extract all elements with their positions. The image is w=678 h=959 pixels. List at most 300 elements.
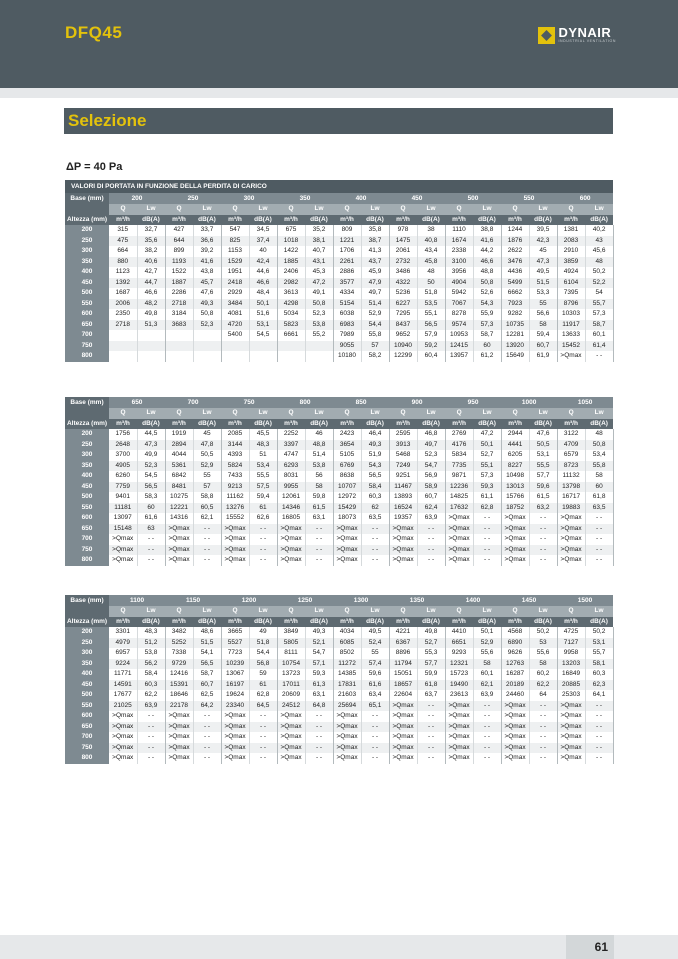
- q-cell: 315: [109, 225, 137, 236]
- lw-cell: 54,7: [305, 648, 333, 659]
- q-cell: 12972: [333, 492, 361, 503]
- q-cell: 8638: [333, 471, 361, 482]
- lw-cell: 47,9: [361, 278, 389, 289]
- flow-table-1: [65, 180, 614, 362]
- q-header: Q: [277, 204, 305, 215]
- q-cell: >Qmax: [445, 711, 473, 722]
- lw-cell: - -: [249, 534, 277, 545]
- table-row: [65, 450, 613, 461]
- lw-cell: 51,3: [137, 320, 165, 331]
- q-cell: 1123: [109, 267, 137, 278]
- q-cell: 675: [277, 225, 305, 236]
- q-cell: >Qmax: [277, 743, 305, 754]
- q-cell: 8896: [389, 648, 417, 659]
- lw-cell: 45: [193, 429, 221, 440]
- lw-cell: 52,9: [473, 638, 501, 649]
- base-value: 1350: [389, 595, 445, 606]
- base-value: 350: [277, 193, 333, 204]
- lw-cell: [137, 341, 165, 352]
- lw-cell: 53,1: [529, 450, 557, 461]
- q-cell: 6662: [501, 288, 529, 299]
- lw-cell: 60,3: [361, 492, 389, 503]
- lw-cell: 46,4: [361, 429, 389, 440]
- lw-cell: 63,9: [473, 690, 501, 701]
- lw-cell: 41,6: [193, 257, 221, 268]
- lw-cell: 61,3: [305, 680, 333, 691]
- q-cell: 12061: [277, 492, 305, 503]
- lw-cell: [305, 351, 333, 362]
- q-cell: >Qmax: [333, 722, 361, 733]
- q-cell: 2886: [333, 267, 361, 278]
- q-cell: >Qmax: [109, 732, 137, 743]
- q-cell: >Qmax: [557, 513, 585, 524]
- lw-cell: - -: [305, 545, 333, 556]
- q-cell: >Qmax: [165, 732, 193, 743]
- table-row: [65, 722, 613, 733]
- lw-header: Lw: [249, 408, 277, 419]
- lw-cell: 61,5: [305, 503, 333, 514]
- lw-cell: 62,8: [249, 690, 277, 701]
- lw-cell: 61,6: [137, 513, 165, 524]
- q-cell: 2423: [333, 429, 361, 440]
- row-height: 200: [65, 429, 109, 440]
- lw-cell: - -: [473, 753, 501, 764]
- lw-cell: 52,7: [417, 638, 445, 649]
- lw-unit: dB(A): [249, 617, 277, 628]
- lw-cell: 58,7: [473, 330, 501, 341]
- q-cell: 5468: [389, 450, 417, 461]
- lw-cell: 55: [361, 648, 389, 659]
- lw-cell: 55,8: [585, 461, 613, 472]
- lw-unit: dB(A): [473, 617, 501, 628]
- lw-cell: 54,7: [417, 461, 445, 472]
- q-unit: m³/h: [445, 617, 473, 628]
- q-cell: >Qmax: [333, 524, 361, 535]
- lw-cell: 59,2: [417, 341, 445, 352]
- q-cell: 20609: [277, 690, 305, 701]
- q-cell: 3486: [389, 267, 417, 278]
- lw-cell: 54,3: [473, 299, 501, 310]
- lw-cell: 60,3: [585, 669, 613, 680]
- q-cell: 2085: [221, 429, 249, 440]
- q-unit: m³/h: [109, 215, 137, 226]
- q-cell: >Qmax: [501, 524, 529, 535]
- lw-cell: 65,1: [361, 701, 389, 712]
- row-height: 500: [65, 690, 109, 701]
- q-cell: >Qmax: [221, 524, 249, 535]
- q-cell: 9574: [445, 320, 473, 331]
- lw-cell: 60,7: [193, 680, 221, 691]
- q-cell: 4393: [221, 450, 249, 461]
- lw-cell: - -: [417, 722, 445, 733]
- q-cell: 14825: [445, 492, 473, 503]
- q-cell: >Qmax: [165, 753, 193, 764]
- lw-unit: dB(A): [361, 215, 389, 226]
- q-cell: 20189: [501, 680, 529, 691]
- lw-cell: - -: [529, 534, 557, 545]
- q-cell: >Qmax: [277, 545, 305, 556]
- lw-unit: dB(A): [473, 215, 501, 226]
- lw-cell: - -: [473, 513, 501, 524]
- lw-cell: - -: [193, 743, 221, 754]
- lw-cell: 59,8: [305, 492, 333, 503]
- q-cell: 5105: [333, 450, 361, 461]
- lw-cell: 50,8: [193, 309, 221, 320]
- lw-cell: - -: [193, 534, 221, 545]
- q-cell: 16524: [389, 503, 417, 514]
- q-cell: 18646: [165, 690, 193, 701]
- lw-cell: - -: [529, 743, 557, 754]
- q-cell: >Qmax: [501, 534, 529, 545]
- q-cell: 10754: [277, 659, 305, 670]
- lw-cell: 64: [529, 690, 557, 701]
- q-cell: 8031: [277, 471, 305, 482]
- q-cell: >Qmax: [333, 555, 361, 566]
- q-cell: 16805: [277, 513, 305, 524]
- q-cell: [165, 330, 193, 341]
- lw-cell: - -: [249, 722, 277, 733]
- q-cell: 24512: [277, 701, 305, 712]
- lw-cell: - -: [137, 753, 165, 764]
- lw-cell: 62,2: [529, 680, 557, 691]
- lw-cell: 47,6: [193, 288, 221, 299]
- lw-unit: dB(A): [585, 617, 613, 628]
- lw-cell: 40,7: [305, 246, 333, 257]
- q-cell: [277, 351, 305, 362]
- q-cell: >Qmax: [445, 732, 473, 743]
- lw-cell: 48: [585, 429, 613, 440]
- q-cell: 11917: [557, 320, 585, 331]
- lw-cell: 63,1: [305, 690, 333, 701]
- q-cell: 9055: [333, 341, 361, 352]
- q-cell: 1919: [165, 429, 193, 440]
- q-unit: m³/h: [277, 617, 305, 628]
- lw-unit: dB(A): [529, 215, 557, 226]
- q-cell: 10735: [501, 320, 529, 331]
- q-cell: 6957: [109, 648, 137, 659]
- q-cell: 6104: [557, 278, 585, 289]
- lw-cell: 60,5: [193, 503, 221, 514]
- q-cell: 6983: [333, 320, 361, 331]
- lw-cell: - -: [361, 753, 389, 764]
- lw-cell: - -: [249, 753, 277, 764]
- lw-cell: - -: [361, 545, 389, 556]
- q-cell: 17632: [445, 503, 473, 514]
- q-cell: 6293: [277, 461, 305, 472]
- q-header: Q: [557, 408, 585, 419]
- q-cell: >Qmax: [165, 555, 193, 566]
- lw-cell: 48,3: [249, 440, 277, 451]
- lw-cell: 51,6: [249, 309, 277, 320]
- q-cell: 7723: [221, 648, 249, 659]
- q-cell: 17011: [277, 680, 305, 691]
- lw-cell: - -: [585, 524, 613, 535]
- lw-cell: 58,7: [193, 669, 221, 680]
- lw-cell: 58: [473, 659, 501, 670]
- base-value: 800: [277, 397, 333, 408]
- metric-header-spacer: [65, 408, 109, 419]
- lw-cell: 50,1: [249, 299, 277, 310]
- q-cell: 3956: [445, 267, 473, 278]
- lw-cell: 48,6: [193, 627, 221, 638]
- lw-cell: - -: [249, 524, 277, 535]
- q-cell: >Qmax: [389, 555, 417, 566]
- q-cell: 11794: [389, 659, 417, 670]
- lw-cell: - -: [137, 711, 165, 722]
- lw-header: Lw: [361, 408, 389, 419]
- lw-cell: - -: [473, 545, 501, 556]
- lw-cell: - -: [361, 722, 389, 733]
- lw-cell: 51,5: [193, 638, 221, 649]
- q-cell: 1674: [445, 236, 473, 247]
- table-caption-row: [65, 180, 613, 193]
- lw-cell: - -: [529, 545, 557, 556]
- lw-cell: 55,6: [473, 648, 501, 659]
- document-title: DFQ45: [65, 23, 123, 42]
- lw-cell: 63,7: [417, 690, 445, 701]
- lw-cell: 37,4: [249, 236, 277, 247]
- q-cell: >Qmax: [557, 753, 585, 764]
- lw-cell: 52,9: [361, 309, 389, 320]
- lw-cell: 49: [249, 627, 277, 638]
- lw-cell: 57: [193, 482, 221, 493]
- q-cell: >Qmax: [221, 753, 249, 764]
- lw-cell: 62,2: [137, 690, 165, 701]
- lw-cell: 49,8: [137, 309, 165, 320]
- lw-cell: 58: [529, 659, 557, 670]
- base-value: 1250: [277, 595, 333, 606]
- row-height: 650: [65, 524, 109, 535]
- lw-cell: 47,3: [529, 257, 557, 268]
- q-cell: 13920: [501, 341, 529, 352]
- header-stripe: [0, 88, 678, 98]
- lw-cell: 60,3: [137, 680, 165, 691]
- q-cell: >Qmax: [445, 513, 473, 524]
- q-cell: 4709: [557, 440, 585, 451]
- row-height: 650: [65, 320, 109, 331]
- q-cell: 4568: [501, 627, 529, 638]
- q-cell: 2718: [109, 320, 137, 331]
- q-cell: 2944: [501, 429, 529, 440]
- q-unit: m³/h: [333, 617, 361, 628]
- lw-cell: 56,8: [249, 659, 277, 670]
- row-height: 400: [65, 267, 109, 278]
- q-cell: 9955: [277, 482, 305, 493]
- lw-cell: - -: [137, 555, 165, 566]
- q-cell: 6260: [109, 471, 137, 482]
- row-height: 350: [65, 257, 109, 268]
- table-row: [65, 440, 613, 451]
- q-cell: 13723: [277, 669, 305, 680]
- q-cell: 2083: [557, 236, 585, 247]
- q-cell: 9626: [501, 648, 529, 659]
- row-height: 500: [65, 492, 109, 503]
- table-row: [65, 503, 613, 514]
- lw-cell: 45,6: [585, 246, 613, 257]
- lw-cell: 48,2: [137, 299, 165, 310]
- lw-cell: - -: [417, 524, 445, 535]
- q-unit: m³/h: [333, 215, 361, 226]
- base-value: 300: [221, 193, 277, 204]
- lw-cell: 54,1: [193, 648, 221, 659]
- lw-cell: 47,3: [137, 440, 165, 451]
- q-unit: m³/h: [221, 419, 249, 430]
- base-value: 200: [109, 193, 165, 204]
- lw-cell: - -: [585, 743, 613, 754]
- q-cell: 7923: [501, 299, 529, 310]
- q-cell: >Qmax: [501, 701, 529, 712]
- row-height: 300: [65, 246, 109, 257]
- lw-cell: 38,2: [137, 246, 165, 257]
- lw-cell: 58,4: [137, 669, 165, 680]
- lw-unit: dB(A): [529, 617, 557, 628]
- q-cell: 10239: [221, 659, 249, 670]
- q-cell: 4436: [501, 267, 529, 278]
- lw-cell: - -: [417, 753, 445, 764]
- base-value: 1100: [109, 595, 165, 606]
- row-height: 600: [65, 711, 109, 722]
- lw-header: Lw: [417, 606, 445, 617]
- q-cell: >Qmax: [277, 722, 305, 733]
- q-cell: 2929: [221, 288, 249, 299]
- lw-cell: 52,2: [585, 278, 613, 289]
- lw-header: Lw: [417, 408, 445, 419]
- lw-cell: 61,8: [417, 680, 445, 691]
- lw-cell: 46: [305, 429, 333, 440]
- lw-unit: dB(A): [585, 419, 613, 430]
- lw-cell: 35,8: [361, 225, 389, 236]
- lw-cell: 57,1: [305, 659, 333, 670]
- lw-unit: dB(A): [361, 419, 389, 430]
- lw-cell: - -: [137, 534, 165, 545]
- q-cell: [221, 351, 249, 362]
- table-row: [65, 471, 613, 482]
- q-cell: 3122: [557, 429, 585, 440]
- q-cell: 13097: [109, 513, 137, 524]
- lw-unit: dB(A): [193, 419, 221, 430]
- lw-cell: 48,8: [305, 440, 333, 451]
- q-cell: 2252: [277, 429, 305, 440]
- q-cell: 7295: [389, 309, 417, 320]
- lw-cell: 46,6: [137, 288, 165, 299]
- lw-cell: - -: [585, 351, 613, 362]
- q-cell: >Qmax: [333, 711, 361, 722]
- fan-icon: [538, 27, 555, 44]
- lw-cell: - -: [305, 743, 333, 754]
- row-height: 250: [65, 638, 109, 649]
- lw-cell: 46,6: [473, 257, 501, 268]
- lw-cell: - -: [473, 701, 501, 712]
- q-cell: 10303: [557, 309, 585, 320]
- q-cell: 7067: [445, 299, 473, 310]
- row-height: 400: [65, 471, 109, 482]
- lw-cell: 35,6: [137, 236, 165, 247]
- lw-cell: 62,5: [193, 690, 221, 701]
- q-cell: 3144: [221, 440, 249, 451]
- q-cell: >Qmax: [445, 555, 473, 566]
- q-header: Q: [501, 408, 529, 419]
- q-header: Q: [109, 606, 137, 617]
- q-cell: 8723: [557, 461, 585, 472]
- q-cell: 2261: [333, 257, 361, 268]
- row-height: 550: [65, 701, 109, 712]
- q-cell: 16197: [221, 680, 249, 691]
- q-cell: [165, 341, 193, 352]
- table-row: [65, 288, 613, 299]
- q-cell: 2350: [109, 309, 137, 320]
- lw-header: Lw: [473, 408, 501, 419]
- q-cell: >Qmax: [389, 545, 417, 556]
- base-label: Base (mm): [65, 193, 109, 204]
- lw-cell: - -: [361, 711, 389, 722]
- lw-unit: dB(A): [137, 419, 165, 430]
- q-cell: 11132: [557, 471, 585, 482]
- lw-cell: - -: [529, 732, 557, 743]
- q-cell: >Qmax: [557, 743, 585, 754]
- lw-cell: - -: [417, 732, 445, 743]
- table-row: [65, 320, 613, 331]
- q-cell: 2769: [445, 429, 473, 440]
- q-cell: >Qmax: [165, 722, 193, 733]
- q-cell: 13067: [221, 669, 249, 680]
- q-header: Q: [389, 204, 417, 215]
- q-cell: 14316: [165, 513, 193, 524]
- q-cell: 5034: [277, 309, 305, 320]
- table-row: [65, 513, 613, 524]
- q-cell: >Qmax: [557, 534, 585, 545]
- base-value: 750: [221, 397, 277, 408]
- base-value: 850: [333, 397, 389, 408]
- lw-cell: 50,2: [585, 627, 613, 638]
- q-cell: 427: [165, 225, 193, 236]
- q-cell: [109, 341, 137, 352]
- q-cell: 20885: [557, 680, 585, 691]
- q-cell: >Qmax: [277, 534, 305, 545]
- lw-cell: 53,4: [585, 450, 613, 461]
- q-header: Q: [221, 408, 249, 419]
- q-cell: 25303: [557, 690, 585, 701]
- q-cell: 2061: [389, 246, 417, 257]
- q-cell: 7989: [333, 330, 361, 341]
- row-height: 750: [65, 743, 109, 754]
- lw-cell: 64,8: [305, 701, 333, 712]
- lw-cell: 55,7: [585, 648, 613, 659]
- q-cell: 13893: [389, 492, 417, 503]
- q-cell: 5824: [221, 461, 249, 472]
- q-cell: >Qmax: [445, 753, 473, 764]
- q-cell: 15051: [389, 669, 417, 680]
- lw-cell: - -: [249, 711, 277, 722]
- q-cell: 5834: [445, 450, 473, 461]
- q-cell: >Qmax: [277, 753, 305, 764]
- lw-cell: - -: [473, 732, 501, 743]
- q-cell: 2006: [109, 299, 137, 310]
- lw-unit: dB(A): [249, 215, 277, 226]
- q-cell: 16717: [557, 492, 585, 503]
- q-header: Q: [389, 606, 417, 617]
- lw-cell: 61,5: [529, 492, 557, 503]
- q-cell: 15391: [165, 680, 193, 691]
- lw-cell: - -: [193, 555, 221, 566]
- q-header: Q: [445, 204, 473, 215]
- lw-cell: 58,7: [585, 320, 613, 331]
- q-cell: 5361: [165, 461, 193, 472]
- lw-cell: 59,3: [305, 669, 333, 680]
- lw-cell: - -: [585, 722, 613, 733]
- lw-unit: dB(A): [137, 215, 165, 226]
- lw-cell: - -: [585, 545, 613, 556]
- q-cell: 12321: [445, 659, 473, 670]
